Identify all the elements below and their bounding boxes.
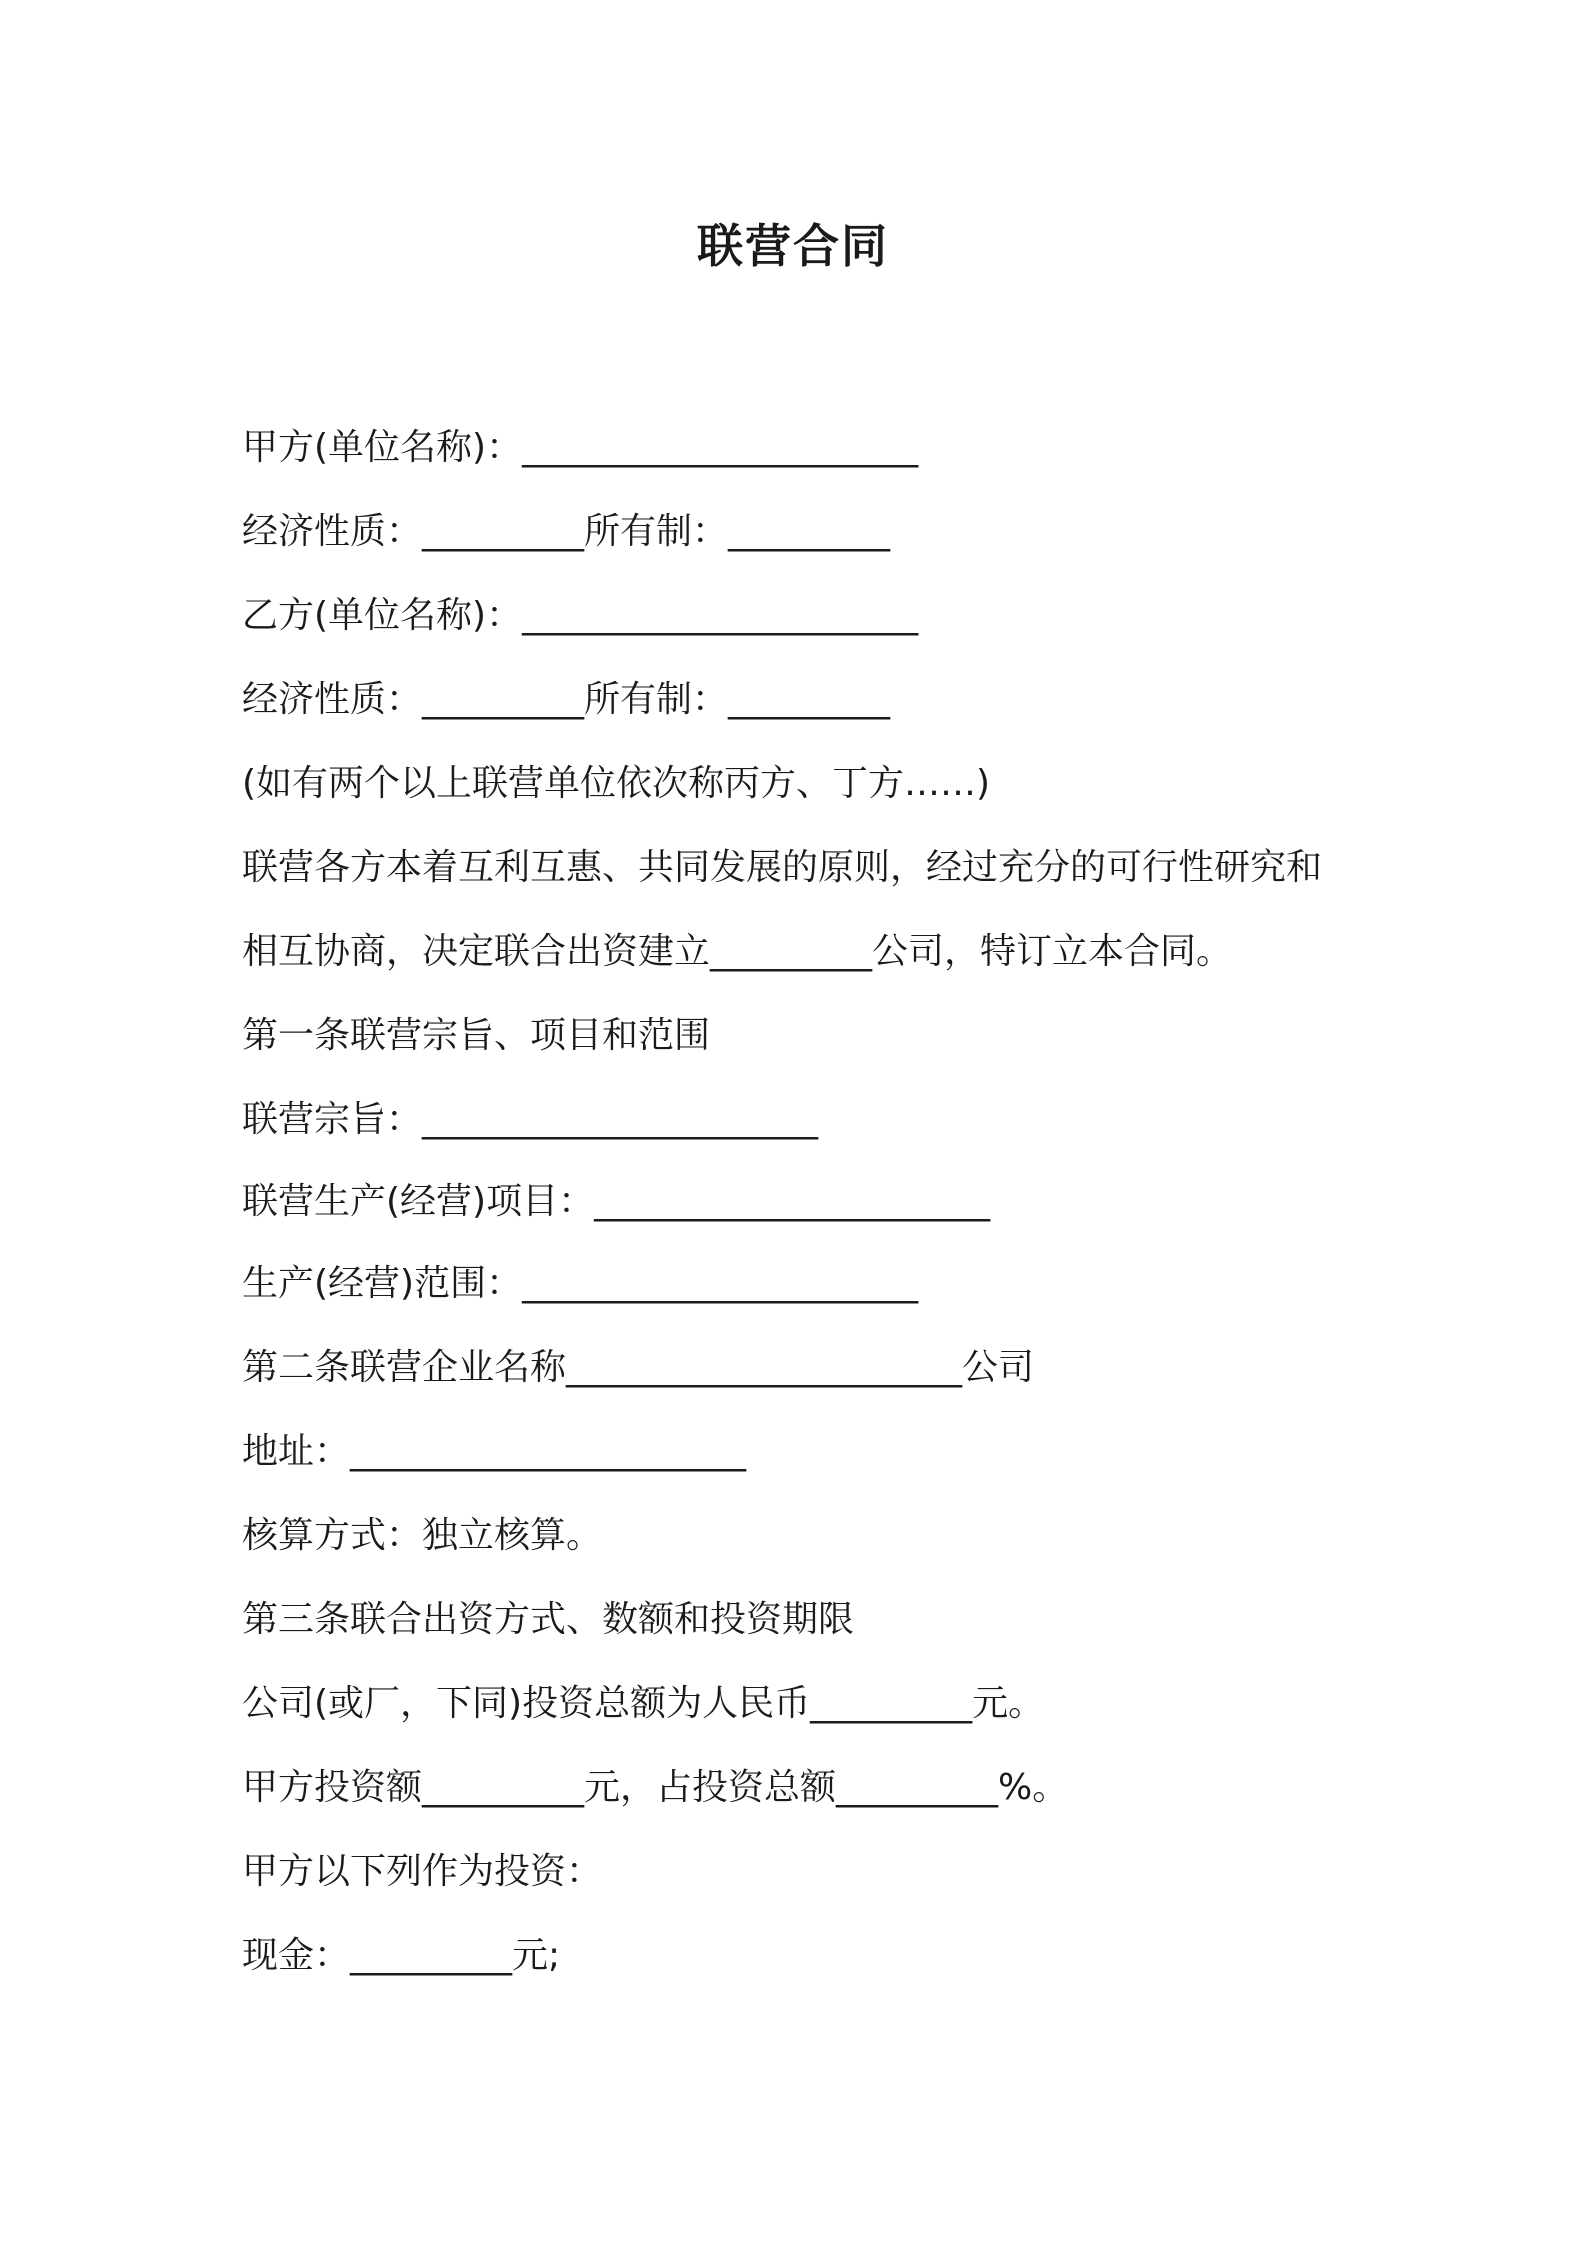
party-a-investment-line: 甲方投资额_________元，占投资总额_________%。: [242, 1767, 1069, 1808]
address-line: 地址：______________________: [242, 1431, 747, 1472]
party-b-name-line: 乙方(单位名称)：______________________: [242, 595, 919, 636]
party-a-name-line: 甲方(单位名称)：______________________: [242, 427, 919, 468]
article-3-heading: 第三条联合出资方式、数额和投资期限: [242, 1599, 855, 1640]
document-title: 联营合同: [697, 219, 889, 273]
total-investment-line: 公司(或厂，下同)投资总额为人民币_________元。: [242, 1683, 1045, 1724]
preamble-line-2: 相互协商，决定联合出资建立_________公司，特订立本合同。: [242, 931, 1233, 972]
party-a-investment-forms-line: 甲方以下列作为投资：: [242, 1851, 603, 1892]
business-scope-line: 生产(经营)范围：______________________: [242, 1263, 919, 1304]
accounting-method-line: 核算方式：独立核算。: [242, 1515, 603, 1556]
joint-venture-project-line: 联营生产(经营)项目：______________________: [242, 1181, 991, 1222]
document-body: [242, 406, 1412, 1998]
article-2-heading: 第二条联营企业名称______________________公司: [242, 1347, 1035, 1388]
preamble-line-1: 联营各方本着互利互惠、共同发展的原则，经过充分的可行性研究和: [242, 847, 1323, 888]
cash-investment-line: 现金：_________元;: [242, 1935, 561, 1976]
party-a-economic-nature-line: 经济性质：_________所有制：_________: [242, 511, 891, 552]
article-1-heading: 第一条联营宗旨、项目和范围: [242, 1015, 711, 1056]
additional-parties-note: (如有两个以上联营单位依次称丙方、丁方……): [242, 763, 991, 804]
joint-venture-purpose-line: 联营宗旨：______________________: [242, 1099, 819, 1140]
party-b-economic-nature-line: 经济性质：_________所有制：_________: [242, 679, 891, 720]
